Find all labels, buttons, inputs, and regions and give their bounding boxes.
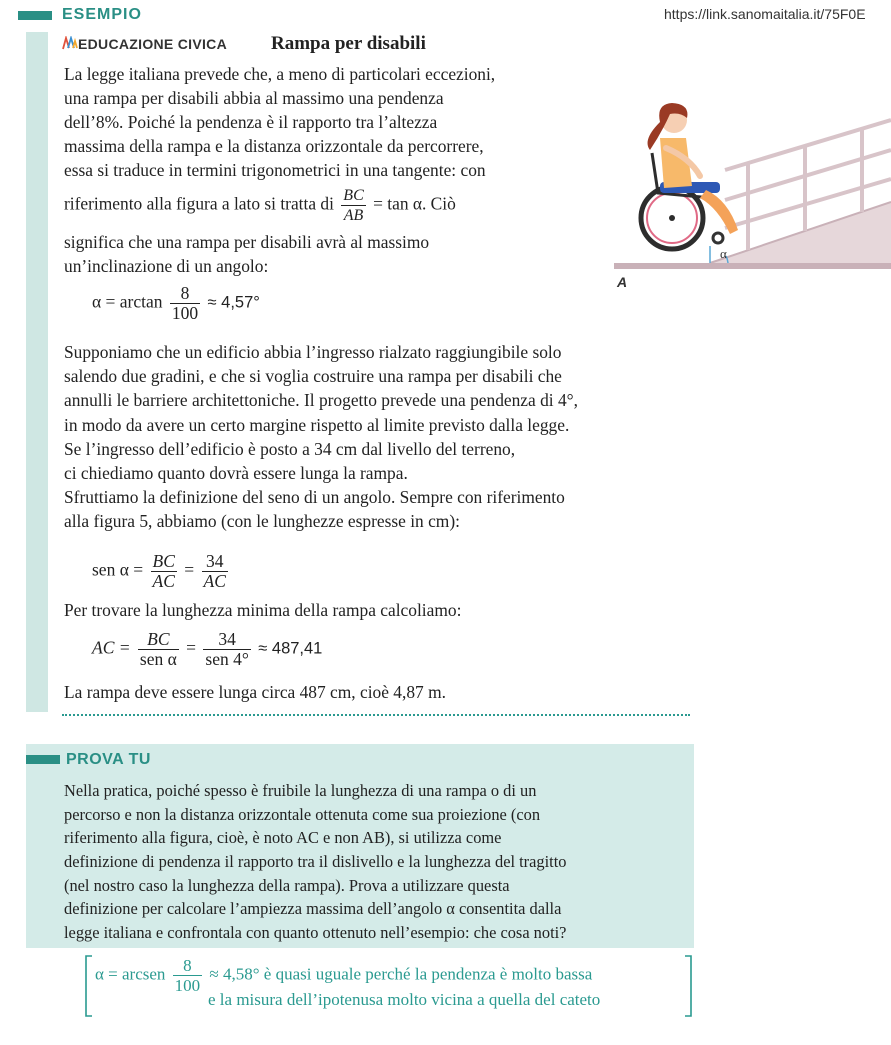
formula-equals: = <box>184 559 195 580</box>
body-line: in modo da avere un certo margine rispetto al limite previsto dalla legge. <box>64 415 570 435</box>
try-it-line: Nella pratica, poiché spesso è fruibile la lunghezza di una rampa o di un <box>64 781 537 800</box>
answer-fraction <box>173 956 203 995</box>
formula-ac <box>92 630 322 669</box>
formula-fraction <box>170 284 200 323</box>
fraction-numerator: BC <box>343 187 364 204</box>
section-divider <box>62 714 690 716</box>
body-line: ci chiediamo quanto dovrà essere lunga la rampa. <box>64 463 408 483</box>
try-it-line: definizione per calcolare l’ampiezza massima dell’angolo α consentita dalla <box>64 899 562 918</box>
formula-rhs: ≈ 487,41 <box>258 639 323 658</box>
example-title: ESEMPIO <box>62 6 142 23</box>
try-it-title: PROVA TU <box>66 751 151 768</box>
try-it-line: (nel nostro caso la lunghezza della rampa). Prova a utilizzare questa <box>64 876 510 895</box>
intro-line: un’inclinazione di un angolo: <box>64 256 269 276</box>
try-it-line: riferimento alla figura, cioè, è noto AC e non AB), si utilizza come <box>64 828 502 847</box>
fraction-denominator: sen 4° <box>205 649 249 669</box>
intro-line: massima della rampa e la distanza orizzontale da percorrere, <box>64 136 484 156</box>
answer-open-bracket <box>84 955 94 1017</box>
section-title: Rampa per disabili <box>271 33 426 54</box>
ramp-wheelchair-illustration <box>600 98 891 294</box>
bc-ab-fraction <box>341 186 365 225</box>
fraction-denominator: 100 <box>174 976 201 995</box>
resource-link[interactable]: https://link.sanomaitalia.it/75F0E <box>664 6 866 22</box>
fraction-numerator: BC <box>138 630 179 650</box>
answer-rhs: ≈ 4,58° è quasi uguale perché la pendenza è molto bassa <box>209 964 593 984</box>
intro-line: significa che una rampa per disabili avrà al massimo <box>64 232 430 252</box>
answer-lhs: α = arcsen <box>95 964 166 984</box>
front-caster <box>713 233 723 243</box>
fraction-denominator: sen α <box>139 649 177 669</box>
try-it-line: percorso e non la distanza orizzontale ottenuta come sua proiezione (con <box>64 805 541 824</box>
min-length-text: Per trovare la lunghezza minima della rampa calcoliamo: <box>64 600 462 620</box>
header-bar <box>18 11 52 20</box>
body-line: Se l’ingresso dell’edificio è posto a 34 cm dal livello del terreno, <box>64 439 516 459</box>
fraction-denominator: AC <box>152 571 175 591</box>
fraction-numerator: BC <box>152 551 175 571</box>
intro-line: essa si traduce in termini trigonometrici in una tangente: con <box>64 160 486 180</box>
formula-fraction <box>138 630 179 669</box>
fraction-numerator: 34 <box>203 630 250 650</box>
formula-fraction <box>203 630 250 669</box>
fraction-numerator: 8 <box>170 284 200 304</box>
intro-line: una rampa per disabili abbia al massimo una pendenza <box>64 88 444 108</box>
answer-line-2: e la misura dell’ipotenusa molto vicina a quella del cateto <box>208 990 601 1009</box>
formula-sine <box>92 552 231 591</box>
intro-ref-before: riferimento alla figura a lato si tratta di <box>64 193 334 214</box>
intro-ref-line <box>64 186 456 225</box>
body-line: Supponiamo che un edificio abbia l’ingresso rialzato raggiungibile solo <box>64 342 562 362</box>
point-a-label: A <box>617 274 628 290</box>
fraction-denominator: 100 <box>171 303 199 323</box>
formula-lhs: AC = <box>92 637 131 658</box>
formula-rhs: ≈ 4,57° <box>207 293 260 312</box>
intro-line: La legge italiana prevede che, a meno di particolari eccezioni, <box>64 64 496 84</box>
formula-lhs: sen α = <box>92 559 144 580</box>
try-it-line: legge italiana e confrontala con quanto ottenuto nell’esempio: che cosa noti? <box>64 923 567 942</box>
intro-line: dell’8%. Poiché la pendenza è il rapporto tra l’altezza <box>64 112 438 132</box>
intro-ref-after: = tan α. Ciò <box>373 193 456 214</box>
formula-fraction <box>151 552 177 591</box>
fraction-denominator: AB <box>343 207 364 224</box>
try-it-bar <box>26 755 60 764</box>
body-line: alla figura 5, abbiamo (con le lunghezze espresse in cm): <box>64 511 460 531</box>
ground-line <box>614 263 891 269</box>
fraction-numerator: 34 <box>202 552 228 572</box>
conclusion-text: La rampa deve essere lunga circa 487 cm, cioè 4,87 m. <box>64 682 446 702</box>
body-line: Sfruttiamo la definizione del seno di un angolo. Sempre con riferimento <box>64 487 565 507</box>
body-line: annulli le barriere architettoniche. Il progetto prevede una pendenza di 4°, <box>64 390 578 410</box>
formula-arctan <box>92 284 260 323</box>
body-line: salendo due gradini, e che si voglia costruire una rampa per disabili che <box>64 366 562 386</box>
formula-equals: = <box>186 637 197 658</box>
civic-education-icon <box>62 36 78 50</box>
fraction-numerator: 8 <box>173 956 203 976</box>
formula-fraction <box>202 552 228 591</box>
angle-alpha-label: α <box>720 246 727 261</box>
civic-education-label: EDUCAZIONE CIVICA <box>78 36 227 52</box>
try-it-line: definizione di pendenza il rapporto tra il dislivello e la lunghezza del tragitto <box>64 852 567 871</box>
formula-lhs: α = arctan <box>92 291 163 312</box>
answer-close-bracket <box>683 955 693 1017</box>
fraction-denominator: AC <box>203 571 226 591</box>
example-side-bar <box>26 32 48 712</box>
